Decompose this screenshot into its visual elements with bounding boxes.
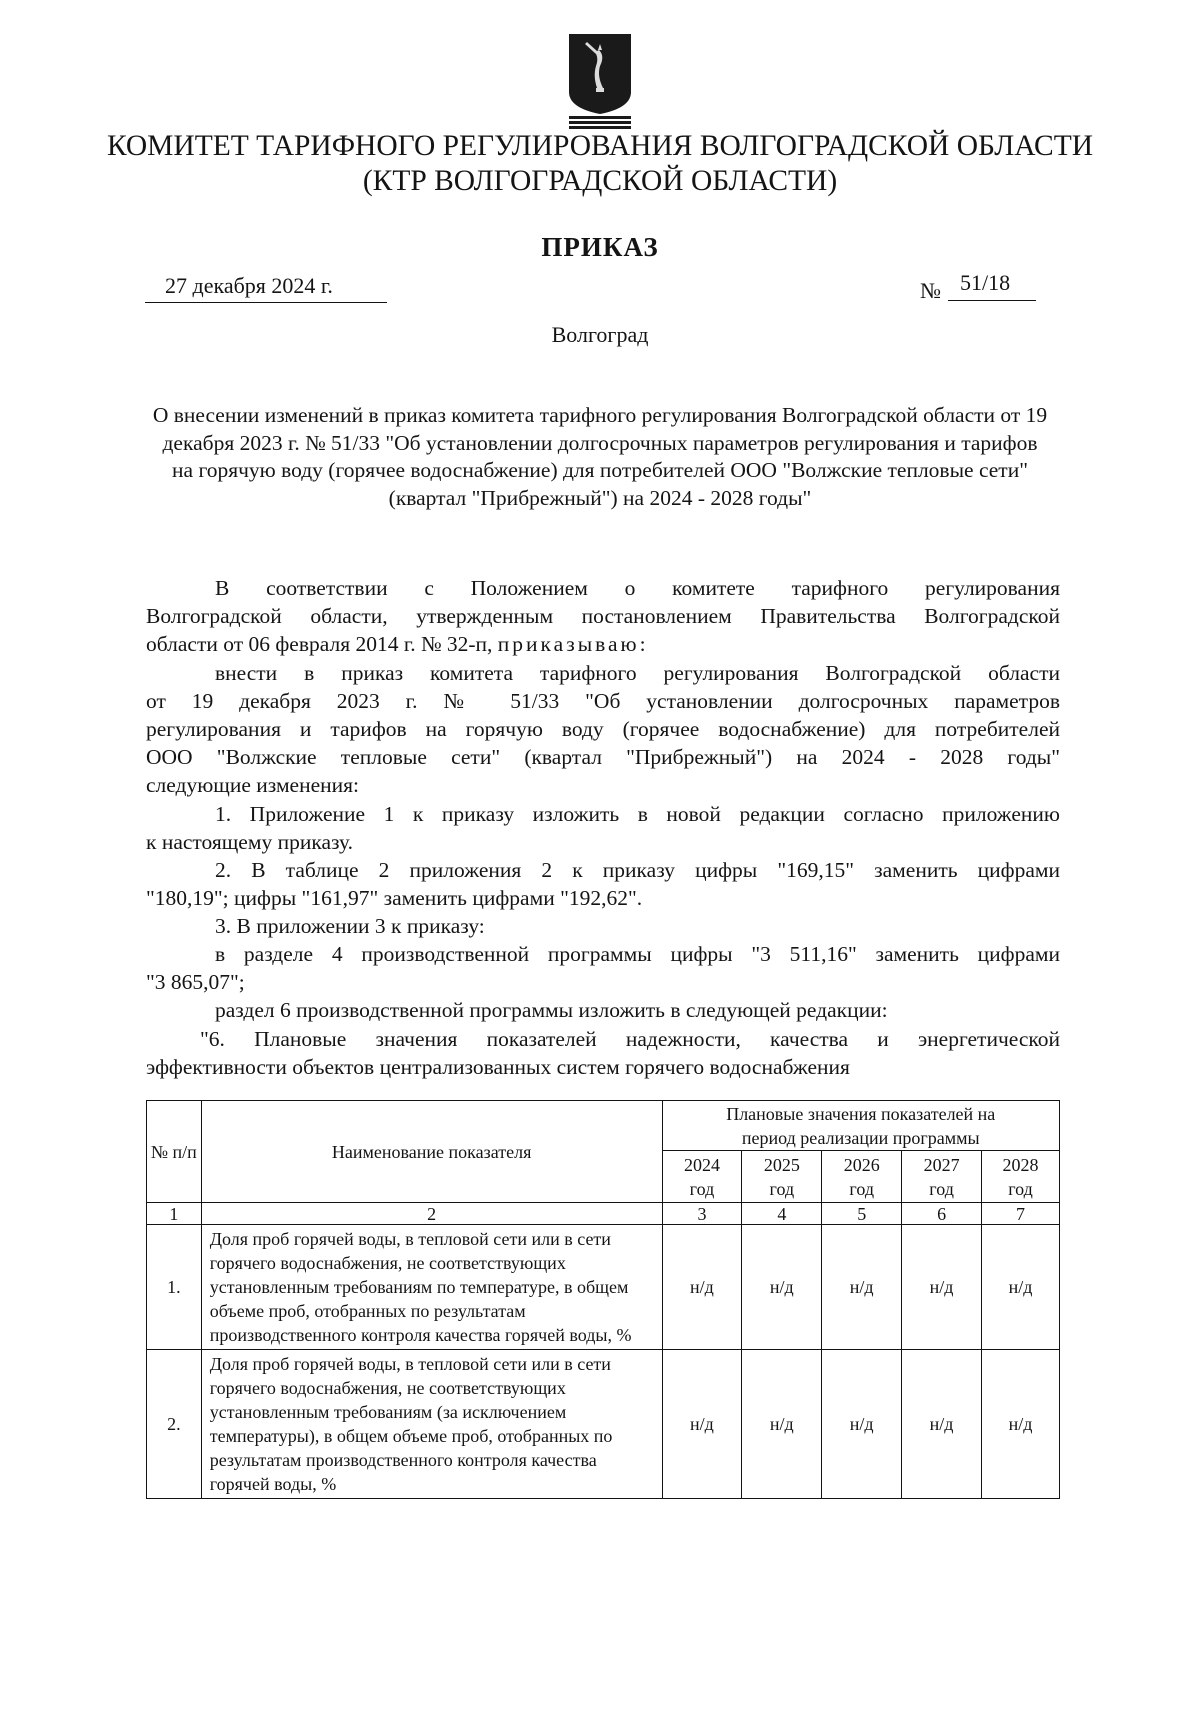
paragraph-line: 2. В таблице 2 приложения 2 к приказу цифры "169,15" заменить цифрами [215,858,1060,882]
paragraph-line: в разделе 4 производственной программы цифры "3 511,16" заменить цифрами [215,942,1060,966]
paragraph-text: области от 06 февраля 2014 г. № 32-п, [146,632,493,656]
table-row [147,1350,1060,1499]
indicators-table [146,1100,1060,1499]
row-value: н/д [822,1350,902,1499]
number-underline [948,300,1036,301]
organization-short-name: (КТР ВОЛГОГРАДСКОЙ ОБЛАСТИ) [362,165,838,197]
column-index: 4 [742,1203,822,1225]
row-indicator-name: Доля проб горячей воды, в тепловой сети или в сети горячего водоснабжения, не соответствующих установленным требованиям по температуре, в общем объеме проб, отобранных по результатам производственного контроля качества горячей воды, % [201,1225,662,1350]
paragraph-line: ООО "Волжские тепловые сети" (квартал "Прибрежный") на 2024 - 2028 годы" [146,745,1060,769]
paragraph-line: раздел 6 производственной программы изложить в следующей редакции: [215,998,888,1022]
document-date: 27 декабря 2024 г. [165,273,333,298]
order-word: приказываю: [497,632,649,656]
row-value: н/д [902,1350,982,1499]
row-indicator-name: Доля проб горячей воды, в тепловой сети или в сети горячего водоснабжения, не соответствующих установленным требованиям (за исключением температуры), в общем объеме проб, отобранных по результатам производственного контроля качества горячей воды, % [201,1350,662,1499]
column-index: 7 [982,1203,1060,1225]
row-value: н/д [902,1225,982,1350]
column-index: 6 [902,1203,982,1225]
row-value: н/д [662,1225,742,1350]
header-year: 2026 год [822,1151,902,1203]
header-year: 2024 год [662,1151,742,1203]
row-value: н/д [742,1225,822,1350]
paragraph-line: Волгоградской области, утвержденным постановлением Правительства Волгоградской [146,604,1060,628]
header-num: № п/п [147,1101,202,1203]
header-plan-values: Плановые значения показателей на период реализации программы [662,1101,1059,1151]
paragraph-line: от 19 декабря 2023 г. № 51/33 "Об установлении долгосрочных параметров [146,689,1060,713]
paragraph-line: "6. Плановые значения показателей надежности, качества и энергетической [200,1027,1060,1051]
paragraph-line: 3. В приложении 3 к приказу: [215,914,485,938]
header-year: 2025 год [742,1151,822,1203]
paragraph-line: "3 865,07"; [146,970,245,994]
column-index: 3 [662,1203,742,1225]
header-year: 2027 год [902,1151,982,1203]
paragraph-line: следующие изменения: [146,773,360,797]
row-num: 2. [147,1350,202,1499]
column-index: 1 [147,1203,202,1225]
row-num: 1. [147,1225,202,1350]
row-value: н/д [982,1225,1060,1350]
paragraph-line: к настоящему приказу. [146,830,354,854]
document-number: 51/18 [960,270,1011,295]
row-value: н/д [982,1350,1060,1499]
document-title: О внесении изменений в приказ комитета тарифного регулирования Волгоградской области от 19 декабря 2023 г. № 51/33 "Об установлении долгосрочных параметров регулирования и тарифов на горячую воду (горячее водоснабжение) для потребителей ООО "Волжские тепловые сети" (квартал "Прибрежный") на 2024 - 2028 годы" [152,403,1048,510]
number-sign: № [920,278,941,303]
paragraph-line: "180,19"; цифры "161,97" заменить цифрами "192,62". [146,886,643,910]
row-value: н/д [662,1350,742,1499]
paragraph-line: В соответствии с Положением о комитете тарифного регулирования [215,576,1060,600]
row-value: н/д [822,1225,902,1350]
header-name: Наименование показателя [201,1101,662,1203]
organization-name: КОМИТЕТ ТАРИФНОГО РЕГУЛИРОВАНИЯ ВОЛГОГРАДСКОЙ ОБЛАСТИ [106,130,1094,162]
row-value: н/д [742,1350,822,1499]
city: Волгоград [551,322,649,347]
paragraph-line: 1. Приложение 1 к приказу изложить в новой редакции согласно приложению [215,802,1060,826]
coat-of-arms-emblem [563,30,637,130]
header-year: 2028 год [982,1151,1060,1203]
paragraph-line: внести в приказ комитета тарифного регулирования Волгоградской области [215,661,1060,685]
column-index: 2 [201,1203,662,1225]
paragraph-line: регулирования и тарифов на горячую воду (горячее водоснабжение) для потребителей [146,717,1060,741]
paragraph-line: эффективности объектов централизованных систем горячего водоснабжения [146,1055,850,1079]
document-type: ПРИКАЗ [541,232,659,262]
column-index: 5 [822,1203,902,1225]
paragraph-line [146,630,1060,659]
table-row [147,1225,1060,1350]
